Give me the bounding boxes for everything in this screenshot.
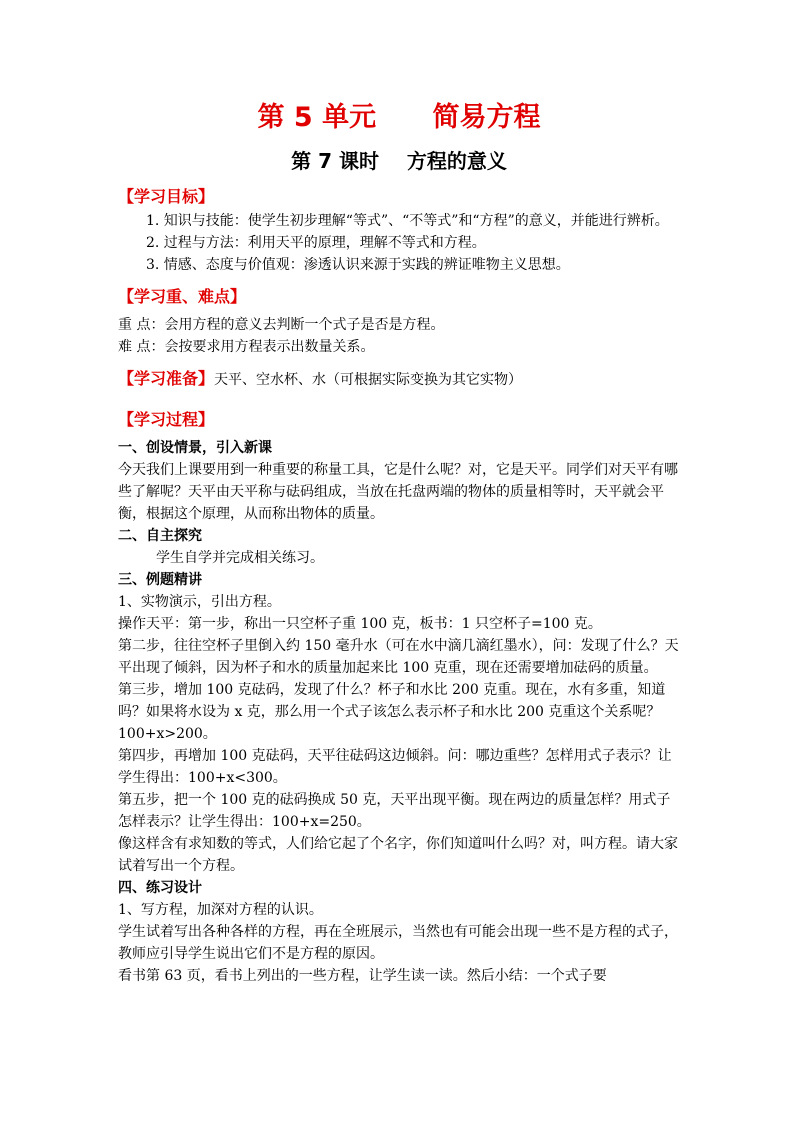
preparation-heading: 【学习准备】	[118, 369, 215, 388]
paragraph: 第三步，增加 100 克砝码，发现了什么？杯子和水比 200 克重。现在，水有多重，知道吗？如果将水设为 x 克，那么用一个式子该怎么表示杯子和水比 200 克重这个关系呢？100+x>200。	[118, 682, 666, 742]
paragraph: 像这样含有求知数的等式，人们给它起了个名字，你们知道叫什么吗？对，叫方程。请大家试着写出一个方程。	[118, 836, 678, 874]
preparation-text: 天平、空水杯、水（可根据实际变换为其它实物）	[214, 372, 523, 388]
key-points-heading: 【学习重、难点】	[118, 287, 247, 306]
process-heading: 【学习过程】	[118, 410, 215, 429]
paragraph: 第五步，把一个 100 克的砝码换成 50 克，天平出现平衡。现在两边的质量怎样？用式子怎样表示？让学生得出：100+x=250。	[118, 792, 671, 830]
paragraph: 学生试着写出各种各样的方程，再在全班展示，当然也有可能会出现一些不是方程的式子，教师应引导学生说出它们不是方程的原因。	[118, 924, 678, 962]
section-title: 二、自主探究	[118, 528, 202, 544]
section-title: 三、例题精讲	[118, 572, 202, 588]
objective-item: 1. 知识与技能：使学生初步理解“等式”、“不等式”和“方程”的意义，并能进行辨析。	[146, 213, 669, 229]
paragraph: 看书第 63 页，看书上列出的一些方程，让学生读一读。然后小结：一个式子要	[118, 968, 607, 984]
paragraph: 第二步，往往空杯子里倒入约 150 毫升水（可在水中滴几滴红墨水），问：发现了什么？天平出现了倾斜，因为杯子和水的质量加起来比 100 克重，现在还需要增加砝码的质量。	[118, 638, 679, 676]
paragraph: 学生自学并完成相关练习。	[156, 550, 324, 566]
objective-item: 3. 情感、态度与价值观：渗透认识来源于实践的辨证唯物主义思想。	[146, 257, 570, 273]
preparation-section	[118, 366, 680, 393]
key-point: 重 点：会用方程的意义去判断一个式子是否是方程。	[118, 317, 445, 333]
objectives-heading: 【学习目标】	[118, 187, 215, 206]
section-title: 四、练习设计	[118, 880, 202, 896]
document-page	[118, 98, 680, 987]
section-title: 一、创设情景，引入新课	[118, 440, 272, 456]
paragraph: 操作天平：第一步，称出一只空杯子重 100 克，板书：1 只空杯子=100 克。	[118, 616, 602, 632]
subsection-title: 1、实物演示，引出方程。	[118, 594, 281, 610]
paragraph: 第四步，再增加 100 克砝码，天平往砝码这边倾斜。问：哪边重些？怎样用式子表示？让学生得出：100+x<300。	[118, 748, 672, 786]
objective-item: 2. 过程与方法：利用天平的原理，理解不等式和方程。	[146, 235, 486, 251]
unit-title: 第 5 单元 简易方程	[257, 102, 541, 133]
subsection-title: 1、写方程，加深对方程的认识。	[118, 902, 323, 918]
paragraph: 今天我们上课要用到一种重要的称量工具，它是什么呢？对，它是天平。同学们对天平有哪些了解呢？天平由天平称与砝码组成，当放在托盘两端的物体的质量相等时，天平就会平衡，根据这个原理，从而称出物体的质量。	[118, 462, 678, 522]
difficult-point: 难 点：会按要求用方程表示出数量关系。	[118, 339, 375, 355]
lesson-title: 第 7 课时 方程的意义	[291, 149, 507, 173]
